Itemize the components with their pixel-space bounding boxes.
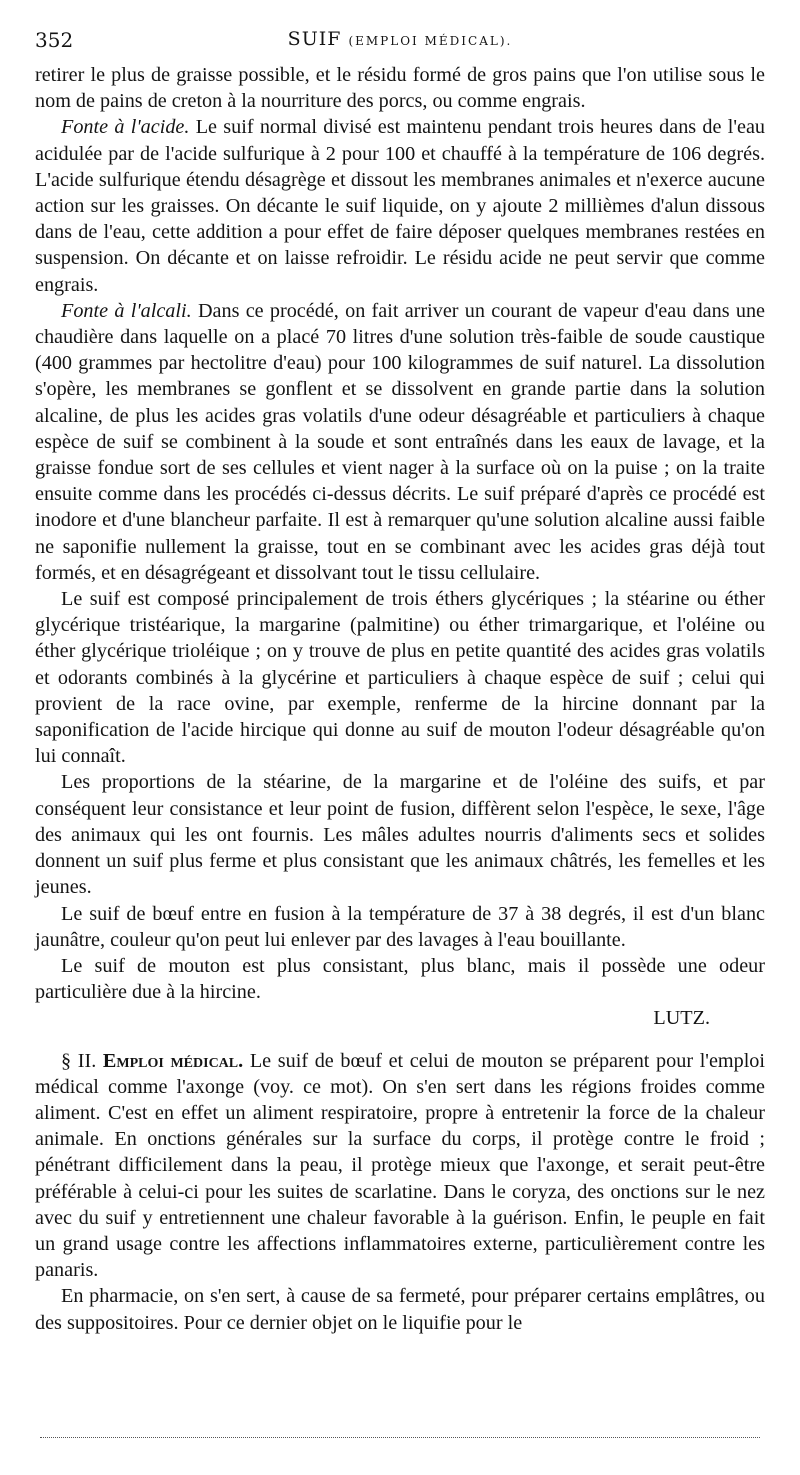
paragraph: Le suif est composé principalement de trois éthers glycériques ; la stéarine ou éther glycérique tristéarique, la margarine (palmitine) ou éther trimargarique, et l'oléine ou éther glycérique trioléique ; on y trouve de plus en petite quantité des acides gras volatils et odorants combinés à la glycérine et particuliers à chaque espèce de suif ; celui qui provient de la race ovine, par exemple, renferme de la hircine donnant par la saponification de l'acide hircique qui donne au suif de mouton l'odeur désagréable qu'on lui connaît. (35, 588, 765, 768)
paragraph-text: Le suif normal divisé est maintenu pendant trois heures dans de l'eau acidulée par de l'acide sulfurique à 2 pour 100 et chauffé à la température de 106 degrés. L'acide sulfurique étendu désagrège et dissout les membranes animales et n'exerce aucune action sur les graisses. On décante le suif liquide, on y ajoute 2 millièmes d'alun dissous dans de l'eau, cette addition a pour effet de faire déposer quelques membranes restées en suspension. On décante et on laisse refroidir. Le résidu acide ne peut servir que comme engrais. (35, 116, 766, 296)
running-title-main: SUIF (287, 28, 342, 50)
paragraph: Le suif de bœuf entre en fusion à la température de 37 à 38 degrés, il est d'un blanc jaunâtre, couleur qu'on peut lui enlever par des lavages à l'eau bouillante. (35, 902, 765, 951)
running-title-sub: (EMPLOI MÉDICAL). (348, 34, 513, 48)
page-body (35, 62, 765, 1336)
paragraph-text: Dans ce procédé, on fait arriver un courant de vapeur d'eau dans une chaudière dans laquelle on a placé 70 litres d'une solution très-faible de soude caustique (400 grammes par hectolitre d'eau) pour 100 kilogrammes de suif naturel. La dissolution s'opère, les membranes se gonflent et se dissolvent en grande partie dans la solution alcaline, de plus les acides gras volatils d'une odeur désagréable et particuliers à chaque espèce de suif se combinent à la soude et sont entraînés dans les eaux de lavage, et la graisse fondue sort de ses cellules et vient nager à la surface où on la puise ; on la traite ensuite comme dans les procédés ci-dessus décrits. Le suif préparé d'après ce procédé est inodore et d'une blancheur parfaite. Il est à remarquer qu'une solution alcaline aussi faible ne saponifie nullement la graisse, tout en se combinant avec les acides gras déjà tout formés, et en désagrégeant et dissolvant tout le tissu cellulaire. (35, 299, 765, 584)
paragraph-text: Le suif de bœuf et celui de mouton se préparent pour l'emploi médical comme l'axonge (voy. ce mot). On s'en sert dans les régions froides comme aliment. C'est en effet un aliment respiratoire, propre à entretenir la force de la chaleur animale. En onctions générales sur la surface du corps, il protège contre le froid ; pénétrant difficilement dans la peau, il protège mieux que l'axonge, et serait peut-être préférable à celui-ci pour les suites de scarlatine. Dans le coryza, des onctions sur le nez avec du suif y entretiennent une chaleur favorable à la guérison. Enfin, le peuple en fait un grand usage contre les affections inflammatoires externe, particulièrement contre les panaris. (35, 1049, 766, 1282)
author-signature: LUTZ. (653, 1007, 710, 1030)
paragraph: En pharmacie, on s'en sert, à cause de sa fermeté, pour préparer certains emplâtres, ou des suppositoires. Pour ce dernier objet on le liquifie pour le (35, 1285, 765, 1334)
page-header (35, 28, 765, 58)
running-title (35, 28, 765, 50)
footer-rule (40, 1437, 760, 1438)
section-number: § II. (61, 1049, 97, 1072)
paragraph-label: Fonte à l'acide. (61, 116, 190, 139)
paragraph (35, 298, 765, 586)
paragraph: Le suif de mouton est plus consistant, plus blanc, mais il possède une odeur particulière due à la hircine. (35, 954, 765, 1004)
page-number: 352 (35, 28, 74, 52)
paragraph (35, 1048, 765, 1284)
section-title: Emploi médical. (102, 1049, 244, 1072)
paragraph: Les proportions de la stéarine, de la margarine et de l'oléine des suifs, et par conséquent leur consistance et leur point de fusion, diffèrent selon l'espèce, le sexe, l'âge des animaux qui les ont fournis. Les mâles adultes nourris d'aliments secs et solides donnent un suif plus ferme et plus consistant que les animaux châtrés, les femelles et les jeunes. (35, 771, 765, 899)
paragraph-label: Fonte à l'alcali. (61, 299, 192, 322)
paragraph (35, 114, 765, 297)
paragraph: retirer le plus de graisse possible, et le résidu formé de gros pains que l'on utilise sous le nom de pains de creton à la nourriture des porcs, ou comme engrais. (35, 64, 765, 113)
